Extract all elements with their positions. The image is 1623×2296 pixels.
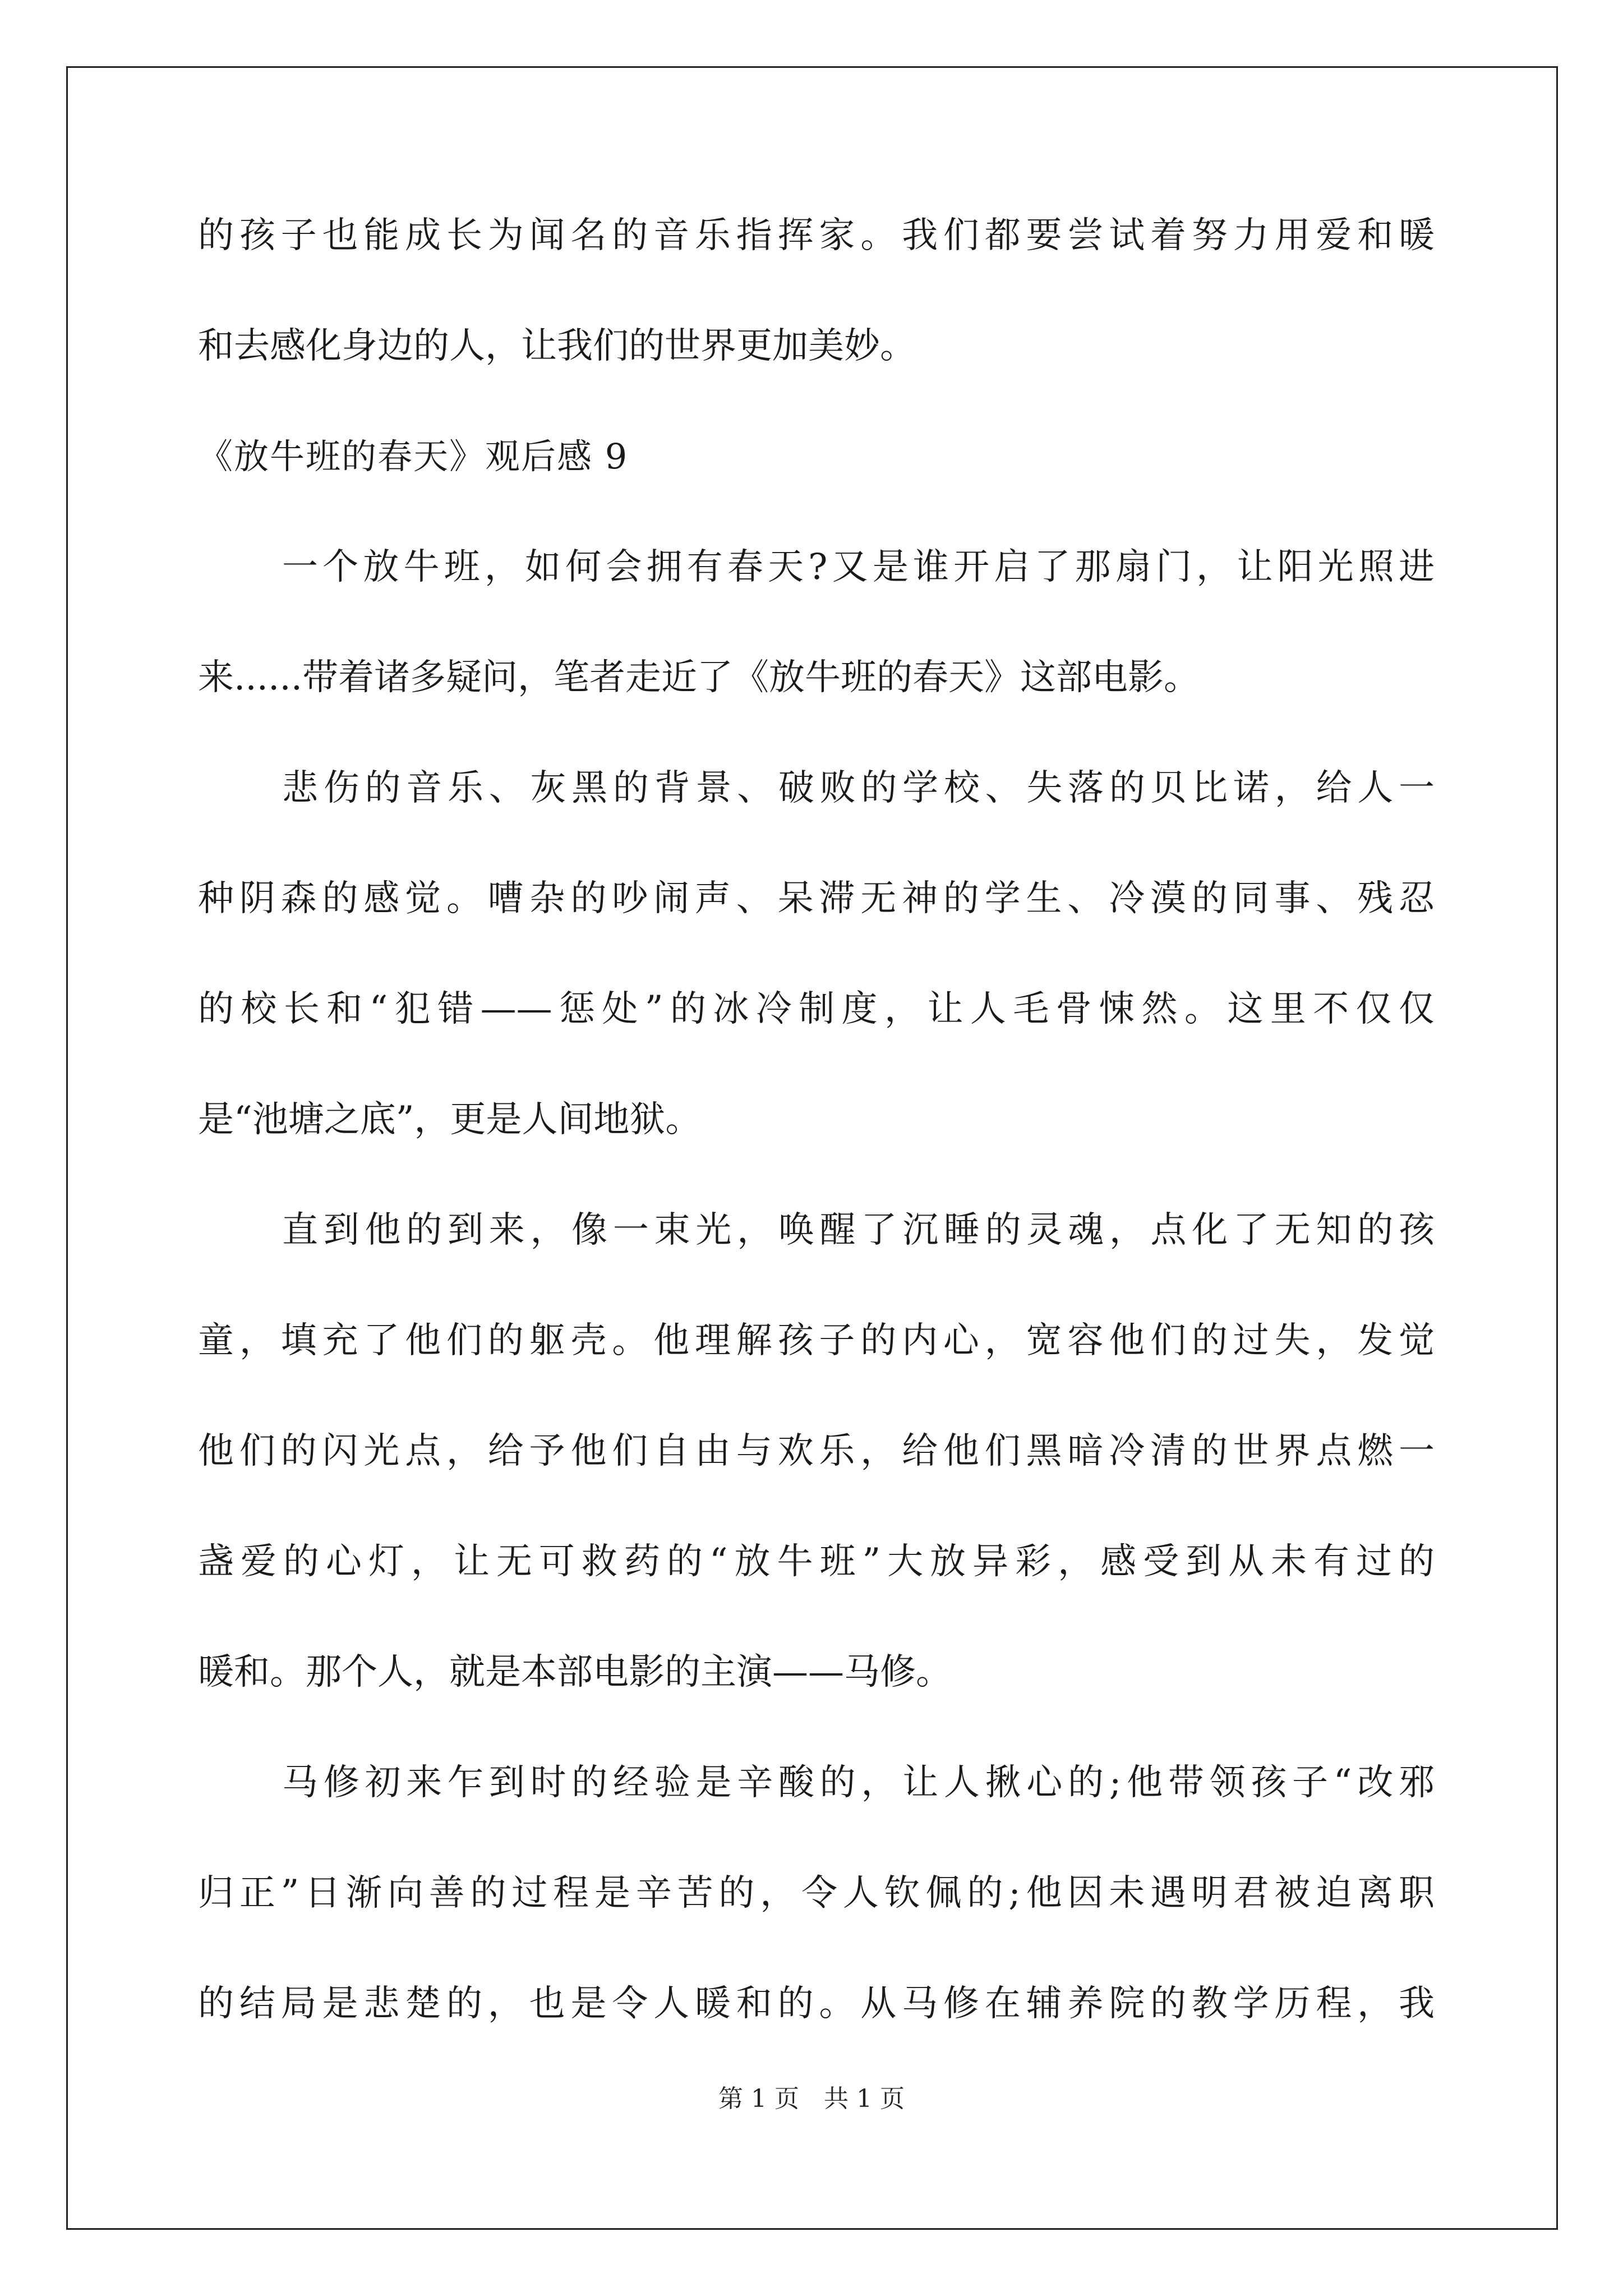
text-line: 归正”日渐向善的过程是辛苦的，令人钦佩的;他因未遇明君被迫离职 xyxy=(198,1872,1435,1914)
paragraph-first-line: 悲伤的音乐、灰黑的背景、破败的学校、失落的贝比诺，给人一 xyxy=(282,767,1435,809)
document-body xyxy=(198,199,1435,2078)
text-line: 和去感化身边的人，让我们的世界更加美妙。 xyxy=(198,325,916,367)
text-line: 来......带着诸多疑问，笔者走近了《放牛班的春天》这部电影。 xyxy=(198,657,1200,698)
text-line: 的校长和“犯错——惩处”的冰冷制度，让人毛骨悚然。这里不仅仅 xyxy=(198,988,1435,1030)
text-line: 种阴森的感觉。嘈杂的吵闹声、呆滞无神的学生、冷漠的同事、残忍 xyxy=(198,878,1435,919)
page-footer xyxy=(0,2082,1623,2116)
text-line: 盏爱的心灯，让无可救药的“放牛班”大放异彩，感受到从未有过的 xyxy=(198,1541,1435,1582)
text-line: 童，填充了他们的躯壳。他理解孩子的内心，宽容他们的过失，发觉 xyxy=(198,1320,1435,1361)
text-line: 是“池塘之底”，更是人间地狱。 xyxy=(198,1099,702,1140)
text-line: 的孩子也能成长为闻名的音乐指挥家。我们都要尝试着努力用爱和暖 xyxy=(198,215,1435,256)
text-line: 暖和。那个人，就是本部电影的主演——马修。 xyxy=(198,1651,952,1693)
paragraph-first-line: 直到他的到来，像一束光，唤醒了沉睡的灵魂，点化了无知的孩 xyxy=(282,1209,1435,1251)
paragraph-first-line: 马修初来乍到时的经验是辛酸的，让人揪心的;他带领孩子“改邪 xyxy=(282,1762,1435,1803)
paragraph-first-line: 一个放牛班，如何会拥有春天?又是谁开启了那扇门，让阳光照进 xyxy=(282,546,1435,588)
page-number-label: 第 1 页 共 1 页 xyxy=(718,2085,905,2113)
text-line: 的结局是悲楚的，也是令人暖和的。从马修在辅养院的教学历程，我 xyxy=(198,1983,1435,2024)
section-heading: 《放牛班的春天》观后感 9 xyxy=(198,436,629,477)
text-line: 他们的闪光点，给予他们自由与欢乐，给他们黑暗冷清的世界点燃一 xyxy=(198,1430,1435,1472)
